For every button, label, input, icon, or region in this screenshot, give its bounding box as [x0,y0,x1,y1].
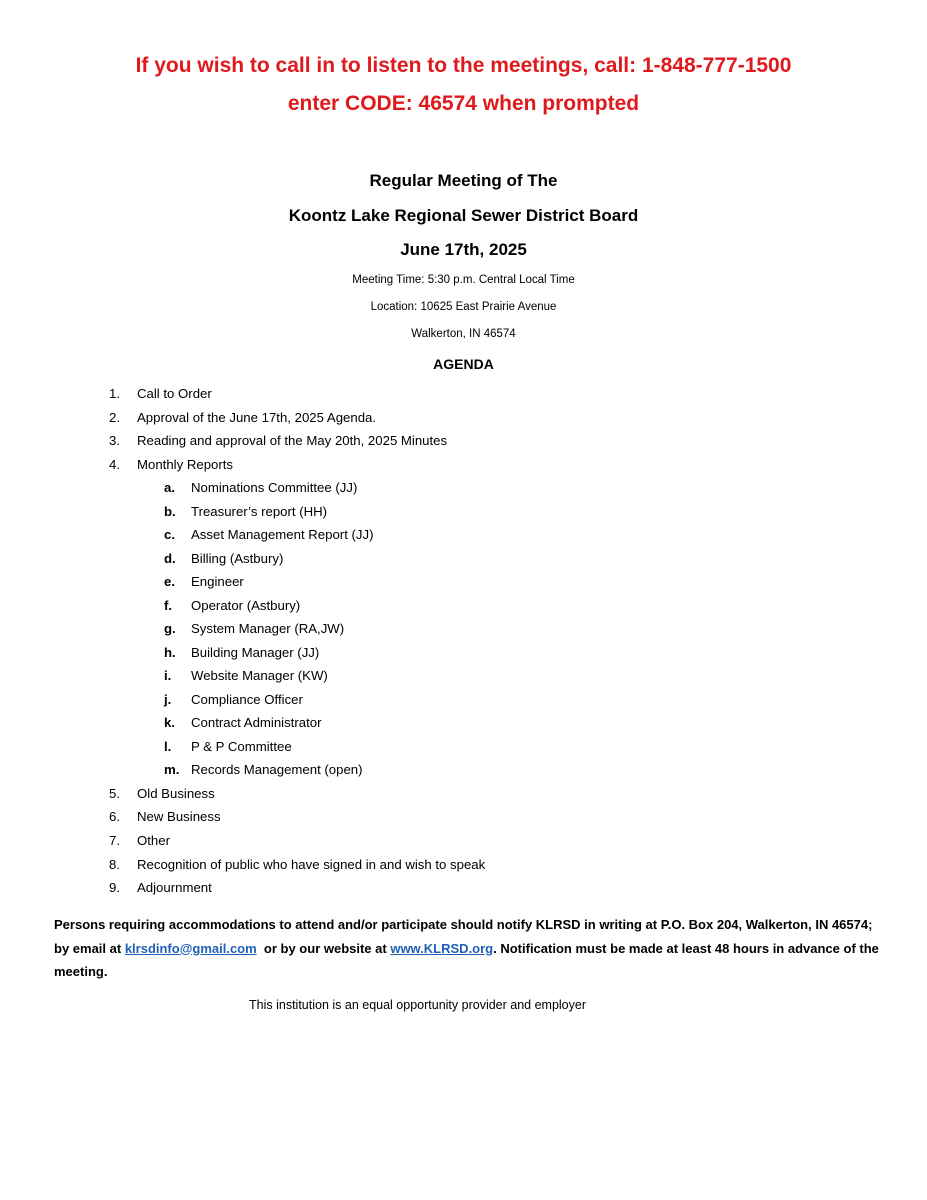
sub-item-label: Treasurer’s report (HH) [191,504,328,519]
call-in-line-1: If you wish to call in to listen to the meetings, call: 1-848-777-1500 [135,54,792,77]
sub-item-letter: g. [164,621,176,636]
sub-item-label: Contract Administrator [191,715,322,730]
agenda-item-label: Monthly Reports [137,457,234,472]
sub-item-letter: h. [164,645,176,660]
sub-item-letter: m. [164,762,180,777]
sub-item-label: P & P Committee [191,739,292,754]
agenda-item-number: 5. [109,786,120,801]
meeting-time: Meeting Time: 5:30 p.m. Central Local Time [352,274,575,286]
agenda-item-number: 4. [109,457,120,472]
agenda-item-number: 7. [109,833,120,848]
sub-item-letter: i. [164,668,172,683]
sub-item-letter: e. [164,574,175,589]
accommodation-notice [54,913,884,984]
board-name: Koontz Lake Regional Sewer District Board [288,206,639,225]
sub-item-letter: l. [164,739,172,754]
sub-item-label: Engineer [191,574,244,589]
sub-item-letter: k. [164,715,175,730]
agenda-item-label: Recognition of public who have signed in and wish to speak [137,857,486,872]
agenda-item-number: 8. [109,857,120,872]
agenda-item-label: Reading and approval of the May 20th, 2025 Minutes [137,433,448,448]
sub-item-letter: d. [164,551,176,566]
notice-text-3: . Notification must be made at least 48 hours in advance of the meeting. [54,940,879,979]
email-link[interactable]: klrsdinfo@gmail.com [124,940,257,956]
sub-item-label: Billing (Astbury) [191,551,284,566]
sub-item-label: Nominations Committee (JJ) [191,480,358,495]
notice-text-1: Persons requiring accommodations to attend and/or participate should notify KLRSD in writing at P.O. Box 204, Walkerton, IN 46574; by email at [54,917,873,956]
sub-item-label: Building Manager (JJ) [191,645,320,660]
meeting-location: Location: 10625 East Prairie Avenue [370,301,557,313]
agenda-item-number: 1. [109,386,120,401]
sub-item-label: Website Manager (KW) [191,668,328,683]
agenda-item-number: 9. [109,880,120,895]
sub-item-letter: c. [164,527,175,542]
agenda-item-number: 3. [109,433,120,448]
agenda-item-number: 6. [109,809,120,824]
website-link[interactable]: www.KLRSD.org [390,940,494,956]
call-in-line-2: enter CODE: 46574 when prompted [287,92,640,115]
sub-item-letter: f. [164,598,173,613]
meeting-title: Regular Meeting of The [369,171,558,190]
sub-item-letter: j. [164,692,172,707]
equal-opportunity-statement: This institution is an equal opportunity provider and employer [249,998,586,1012]
agenda-item-label: Old Business [137,786,215,801]
sub-item-label: Records Management (open) [191,762,363,777]
agenda-item-number: 2. [109,410,120,425]
sub-item-letter: a. [164,480,175,495]
agenda-heading: AGENDA [433,356,494,372]
agenda-item-label: New Business [137,809,221,824]
notice-text-2: or by our website at [256,940,391,956]
agenda-item-label: Adjournment [137,880,212,895]
sub-item-label: Asset Management Report (JJ) [191,527,374,542]
agenda-item-label: Call to Order [137,386,212,401]
agenda-item-label: Approval of the June 17th, 2025 Agenda. [137,410,377,425]
meeting-date: June 17th, 2025 [400,240,527,259]
sub-item-label: Compliance Officer [191,692,303,707]
sub-item-label: System Manager (RA,JW) [191,621,345,636]
sub-item-label: Operator (Astbury) [191,598,301,613]
agenda-item-label: Other [137,833,170,848]
meeting-city: Walkerton, IN 46574 [411,328,516,340]
sub-item-letter: b. [164,504,176,519]
